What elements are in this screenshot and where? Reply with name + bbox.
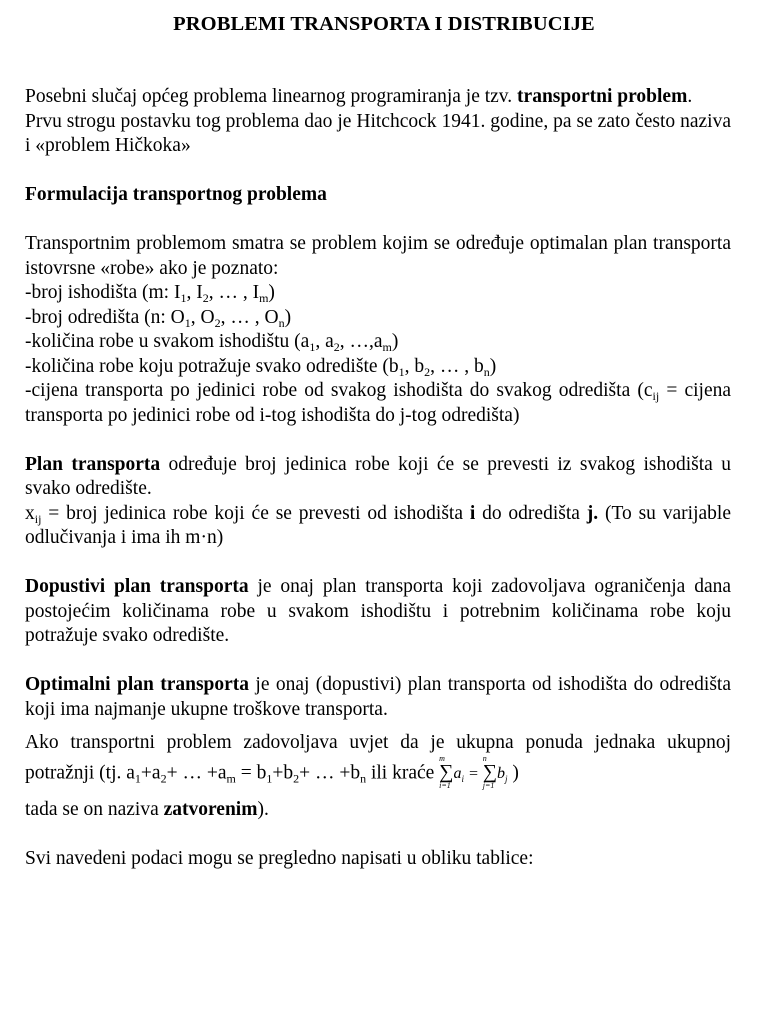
sum-lower-limit: i=1 <box>439 781 451 790</box>
subscript: 1 <box>184 315 191 330</box>
closed-bold-term: zatvorenim <box>163 799 258 820</box>
formulation-lead: Transportnim problemom smatra se problem kojim se određuje optimalan plan transporta istovrsne «robe» ako je poznato: <box>25 233 731 279</box>
subscript: 1 <box>309 340 316 354</box>
subscript: 1 <box>180 291 187 305</box>
sum-term-b <box>497 765 508 785</box>
item-text: (c <box>637 380 653 401</box>
closed-text: ) <box>507 762 519 784</box>
sigma-glyph: ∑ <box>439 761 454 783</box>
item-text: , b <box>404 355 425 377</box>
intro-bold-term: transportni problem <box>517 86 688 107</box>
subscript: m <box>226 771 236 786</box>
formulation-item-sources <box>25 281 731 306</box>
plan-text: (To su varijable odlučivanja i ima ih m·n) <box>25 502 731 548</box>
subscript: ij <box>652 389 660 403</box>
subscript: 2 <box>202 291 209 305</box>
plan-text: određuje broj jedinica robe koji će se prevesti iz svakog ishodišta u svako odredište. <box>25 453 731 499</box>
intro-period: . <box>687 86 693 107</box>
closed-text: +b <box>272 762 294 784</box>
variable-symbol: x <box>25 502 35 524</box>
subscript: n <box>278 315 285 330</box>
section-heading-text: Formulacija transportnog problema <box>25 184 327 205</box>
sum-lower-limit: j=1 <box>482 781 495 790</box>
closed-text: + … +a <box>166 762 227 784</box>
subscript: ij <box>34 511 42 526</box>
closed-text: Ako transportni problem zadovoljava uvjet da je ukupna ponuda jednaka ukupnoj potražnji (tj. a <box>25 732 731 784</box>
item-text: , … , O <box>220 306 279 328</box>
formulation-item-demand <box>25 355 731 380</box>
item-text: , O <box>190 306 215 328</box>
closing-paragraph: Svi navedeni podaci mogu se pregledno napisati u obliku tablice: <box>25 848 534 869</box>
plan-bold-term: Plan transporta <box>25 453 161 475</box>
subscript: m <box>382 340 392 354</box>
term-symbol: a <box>453 765 462 783</box>
subscript: 2 <box>293 771 300 786</box>
sum-equals: = <box>463 765 483 783</box>
sum-upper-limit: m <box>439 754 445 763</box>
item-text: , … , b <box>430 355 484 377</box>
optimal-plan-paragraph <box>25 673 731 722</box>
item-text: ) <box>284 306 292 328</box>
feasible-bold-term: Dopustivi plan transporta <box>25 576 249 597</box>
document-body <box>25 85 731 872</box>
item-text: , I <box>186 282 203 303</box>
optimal-bold-term: Optimalni plan transporta <box>25 674 250 695</box>
subscript: 1 <box>266 771 273 786</box>
item-text: , … , I <box>208 282 260 303</box>
plan-text: do odredišta <box>475 502 587 524</box>
optimal-text: je onaj (dopustivi) plan transporta od ishodišta do odredišta koji ima najmanje ukupne troškove transporta. <box>25 674 731 720</box>
subscript: i <box>461 774 464 785</box>
subscript: 2 <box>424 364 431 379</box>
feasible-text: je onaj plan transporta koji zadovoljava ograničenja dana postojećim količinama robe u svakom ishodištu i potrebnim količinama robe koju potražuje svako odredište. <box>25 576 731 646</box>
item-text: ) <box>391 331 399 352</box>
intro-paragraph-2: Prvu strogu postavku tog problema dao je Hitchcock 1941. godine, pa se zato često naziva i «problem Hičkoka» <box>25 110 731 156</box>
subscript: j <box>505 774 508 785</box>
index-i-bold: i <box>469 502 476 524</box>
item-text: -cijena transporta po jedinici robe od svakog ishodišta do svakog odredišta <box>25 380 631 401</box>
sum-upper-limit: n <box>482 754 487 763</box>
subscript: 1 <box>134 771 141 786</box>
intro-text: Posebni slučaj općeg problema linearnog programiranja je tzv. <box>25 86 518 107</box>
item-text: -broj odredišta (n: O <box>25 306 185 328</box>
closed-text: +a <box>140 762 161 784</box>
subscript: m <box>259 291 269 305</box>
sum-symbol-a <box>439 754 453 790</box>
sum-symbol-b <box>483 754 497 790</box>
sum-formula <box>439 756 519 792</box>
subscript: 2 <box>214 315 221 330</box>
item-text: -količina robe u svakom ishodištu (a <box>25 331 310 352</box>
item-text: = cijena transporta po jedinici robe od i-tog ishodišta do j-tog odredišta) <box>25 380 732 426</box>
closed-text: ). <box>257 799 269 820</box>
subscript: 2 <box>160 771 167 786</box>
subscript: n <box>483 364 490 379</box>
sum-term-a <box>453 765 464 785</box>
index-j-bold: j. <box>586 502 599 524</box>
page-title: PROBLEMI TRANSPORTA I DISTRIBUCIJE <box>173 13 595 35</box>
item-text: -broj ishodišta (m: I <box>25 282 181 303</box>
closed-text: ili kraće <box>366 762 440 784</box>
closed-text: = b <box>235 762 267 784</box>
plan-paragraph <box>25 453 731 502</box>
plan-text: = broj jedinica robe koji će se prevesti od ishodišta <box>41 502 470 524</box>
item-text: , …,a <box>339 331 383 352</box>
item-text: ) <box>268 282 275 303</box>
section-heading <box>25 183 731 208</box>
plan-variables-paragraph <box>25 502 731 551</box>
subscript: 1 <box>398 364 405 379</box>
formulation-item-supply <box>25 330 731 355</box>
item-text: -količina robe koju potražuje svako odredište (b <box>25 355 399 377</box>
sigma-glyph: ∑ <box>482 761 498 783</box>
closed-problem-conclusion <box>25 798 731 823</box>
closed-text: + … +b <box>299 762 361 784</box>
formulation-item-cost <box>25 379 731 428</box>
feasible-plan-paragraph <box>25 575 731 649</box>
subscript: n <box>360 771 367 786</box>
term-symbol: b <box>497 765 506 783</box>
closed-problem-paragraph <box>25 730 731 792</box>
intro-paragraph-1 <box>25 85 731 110</box>
subscript: 2 <box>333 340 340 354</box>
item-text: , a <box>315 331 334 352</box>
closed-text: tada se on naziva <box>25 799 164 820</box>
item-text: ) <box>489 355 497 377</box>
formulation-item-destinations <box>25 306 731 331</box>
